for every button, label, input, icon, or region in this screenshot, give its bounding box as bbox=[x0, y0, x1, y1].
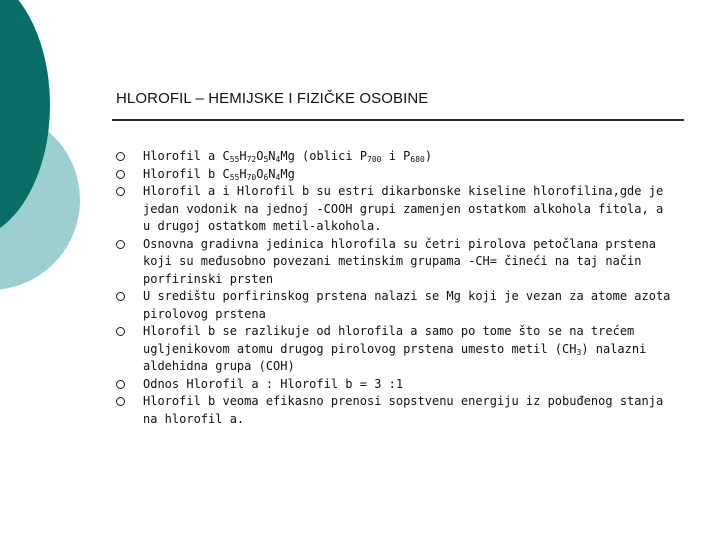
circle-bullet-icon bbox=[116, 292, 125, 301]
subscript: 72 bbox=[246, 155, 257, 164]
text-run: Osnovna gradivna jedinica hlorofila su četri pirolova petočlana prstena koji su međusobno povezani metinskim grupama -CH= čineći na taj način porfirinski prsten bbox=[143, 236, 656, 286]
title-divider bbox=[112, 119, 684, 121]
text-run: Hlorofil b se razlikuje od hlorofila a samo po tome što se na trećem ugljenikovom atomu drugog pirolovog prstena umesto metil (CH bbox=[143, 324, 635, 356]
bullet-text bbox=[143, 394, 663, 426]
text-run: O bbox=[256, 166, 264, 181]
text-run: i P bbox=[381, 149, 411, 163]
bullet-item bbox=[116, 323, 676, 376]
text-run: N bbox=[268, 166, 276, 181]
subscript: 4 bbox=[275, 155, 281, 164]
bullet-item bbox=[116, 236, 676, 289]
text-run: Mg bbox=[280, 166, 295, 181]
text-run: Mg (oblici P bbox=[280, 149, 368, 163]
subscript: 680 bbox=[410, 155, 425, 164]
slide-title: HLOROFIL – HEMIJSKE I FIZIČKE OSOBINE bbox=[116, 90, 429, 107]
bullet-item bbox=[116, 393, 676, 428]
text-run: H bbox=[239, 166, 247, 181]
text-run: O bbox=[256, 149, 264, 163]
subscript: 5 bbox=[263, 155, 269, 164]
bullet-text bbox=[143, 377, 403, 391]
subscript: 6 bbox=[263, 172, 269, 182]
text-run: Hlorofil a C bbox=[143, 149, 230, 163]
subscript: 3 bbox=[576, 347, 582, 357]
text-run: H bbox=[239, 149, 247, 163]
bullet-item bbox=[116, 288, 676, 323]
circle-bullet-icon bbox=[116, 327, 125, 336]
bullet-item bbox=[116, 166, 676, 184]
bullet-item bbox=[116, 376, 676, 394]
text-run: Hlorofil b veoma efikasno prenosi sopstvenu energiju iz pobuđenog stanja na hlorofil a. bbox=[143, 394, 664, 426]
bullet-text bbox=[143, 237, 656, 286]
circle-bullet-icon bbox=[116, 187, 125, 196]
bullet-text bbox=[143, 167, 295, 181]
circle-bullet-icon bbox=[116, 152, 125, 161]
bullet-text bbox=[143, 149, 432, 163]
circle-bullet-icon bbox=[116, 397, 125, 406]
circle-bullet-icon bbox=[116, 240, 125, 249]
bullet-item bbox=[116, 148, 676, 166]
text-run: Hlorofil a i Hlorofil b su estri dikarbonske kiseline hlorofilina,gde je jedan vodonik na jednoj -COOH grupi zamenjen ostatkom alkohola fitola, a u drugoj ostatkom metil-alkohola. bbox=[143, 184, 664, 233]
bullet-text bbox=[143, 324, 646, 373]
bullet-text bbox=[143, 184, 663, 233]
text-run: ) bbox=[424, 149, 433, 163]
text-run: Hlorofil b C bbox=[143, 166, 230, 181]
subscript: 4 bbox=[275, 172, 281, 182]
circle-bullet-icon bbox=[116, 380, 125, 389]
bullet-text bbox=[143, 289, 670, 321]
subscript: 700 bbox=[367, 155, 382, 164]
circle-bullet-icon bbox=[116, 170, 125, 179]
subscript: 55 bbox=[229, 172, 240, 182]
text-run: Odnos Hlorofil a : Hlorofil b = 3 :1 bbox=[143, 376, 404, 391]
bullet-list bbox=[116, 148, 676, 428]
text-run: U središtu porfirinskog prstena nalazi se Mg koji je vezan za atome azota pirolovog prstena bbox=[143, 289, 671, 321]
subscript: 70 bbox=[246, 172, 257, 182]
bullet-item bbox=[116, 183, 676, 236]
text-run: ) nalazni aldehidna grupa (COH) bbox=[143, 341, 647, 373]
text-run: N bbox=[268, 149, 276, 163]
subscript: 55 bbox=[229, 155, 240, 164]
